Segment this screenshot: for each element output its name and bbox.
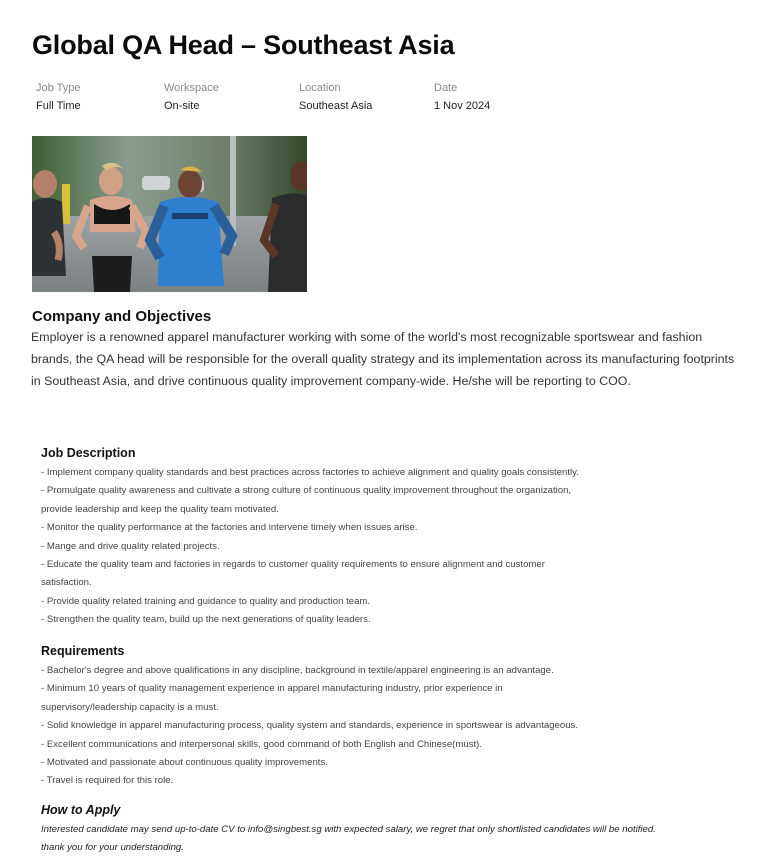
job-meta xyxy=(0,82,768,116)
list-item: - Bachelor's degree and above qualifications in any discipline, background in textile/apparel engineering is an advantage. xyxy=(41,665,554,676)
list-item: - Mange and drive quality related projects. xyxy=(41,540,220,552)
list-item: - Motivated and passionate about continuous quality improvements. xyxy=(41,757,328,769)
meta-workspace xyxy=(164,82,219,112)
runners-illustration xyxy=(32,136,307,292)
meta-location xyxy=(299,82,372,112)
company-text: Employer is a renowned apparel manufacturer working with some of the world's most recognizable sportswear and fashion brands, the QA head will be responsible for the overall quality strategy and its implementation across its manufacturing footprints in Southeast Asia, and drive continuous quality improvement company-wide. He/she will be reporting to COO. xyxy=(31,330,735,388)
meta-label: Location xyxy=(299,82,341,94)
meta-value: 1 Nov 2024 xyxy=(434,100,491,112)
meta-value: On-site xyxy=(164,100,200,112)
meta-label: Job Type xyxy=(36,82,81,94)
how-to-apply-section xyxy=(41,803,741,858)
list-item: - Minimum 10 years of quality management experience in apparel manufacturing industry, prior experience in supervisory/leadership capacity is a must. xyxy=(41,683,503,713)
requirements-section xyxy=(41,644,741,791)
list-item: - Provide quality related training and guidance to quality and production team. xyxy=(41,595,371,607)
meta-label: Date xyxy=(434,82,458,94)
list-item: - Educate the quality team and factories in regards to customer quality requirements to ensure alignment and customer satisfaction. xyxy=(41,559,545,589)
list-item: - Solid knowledge in apparel manufacturing process, quality system and standards, experience in sportswear is advantageous. xyxy=(41,720,579,732)
list-item: - Strengthen the quality team, build up the next generations of quality leaders. xyxy=(41,614,371,626)
meta-label: Workspace xyxy=(164,82,219,94)
requirements-heading: Requirements xyxy=(41,644,125,658)
job-description-section xyxy=(41,446,741,630)
list-item: - Excellent communications and interpersonal skills, good command of both English and Chinese(must). xyxy=(41,738,482,750)
job-description-heading: Job Description xyxy=(41,446,136,460)
list-item: - Implement company quality standards and best practices across factories to achieve alignment and quality goals consistently. xyxy=(41,467,579,478)
list-item: - Promulgate quality awareness and cultivate a strong culture of continuous quality improvement throughout the organization, provide leadership and keep the quality team motivated. xyxy=(41,485,572,515)
company-heading: Company and Objectives xyxy=(32,308,212,325)
meta-value: Southeast Asia xyxy=(299,100,373,112)
meta-date xyxy=(434,82,490,112)
meta-job-type xyxy=(36,82,81,112)
how-to-apply-heading: How to Apply xyxy=(41,803,121,817)
how-to-apply-text: Interested candidate may send up-to-date CV to info@singbest.sg with expected salary, we regret that only shortlisted candidates will be notified. thank you for your understanding. xyxy=(41,824,656,854)
hero-image-runners xyxy=(32,136,307,292)
meta-value: Full Time xyxy=(36,100,81,112)
list-item: - Travel is required for this role. xyxy=(41,775,174,787)
job-title: Global QA Head – Southeast Asia xyxy=(32,30,455,60)
list-item: - Monitor the quality performance at the factories and intervene timely when issues arise. xyxy=(41,522,418,534)
